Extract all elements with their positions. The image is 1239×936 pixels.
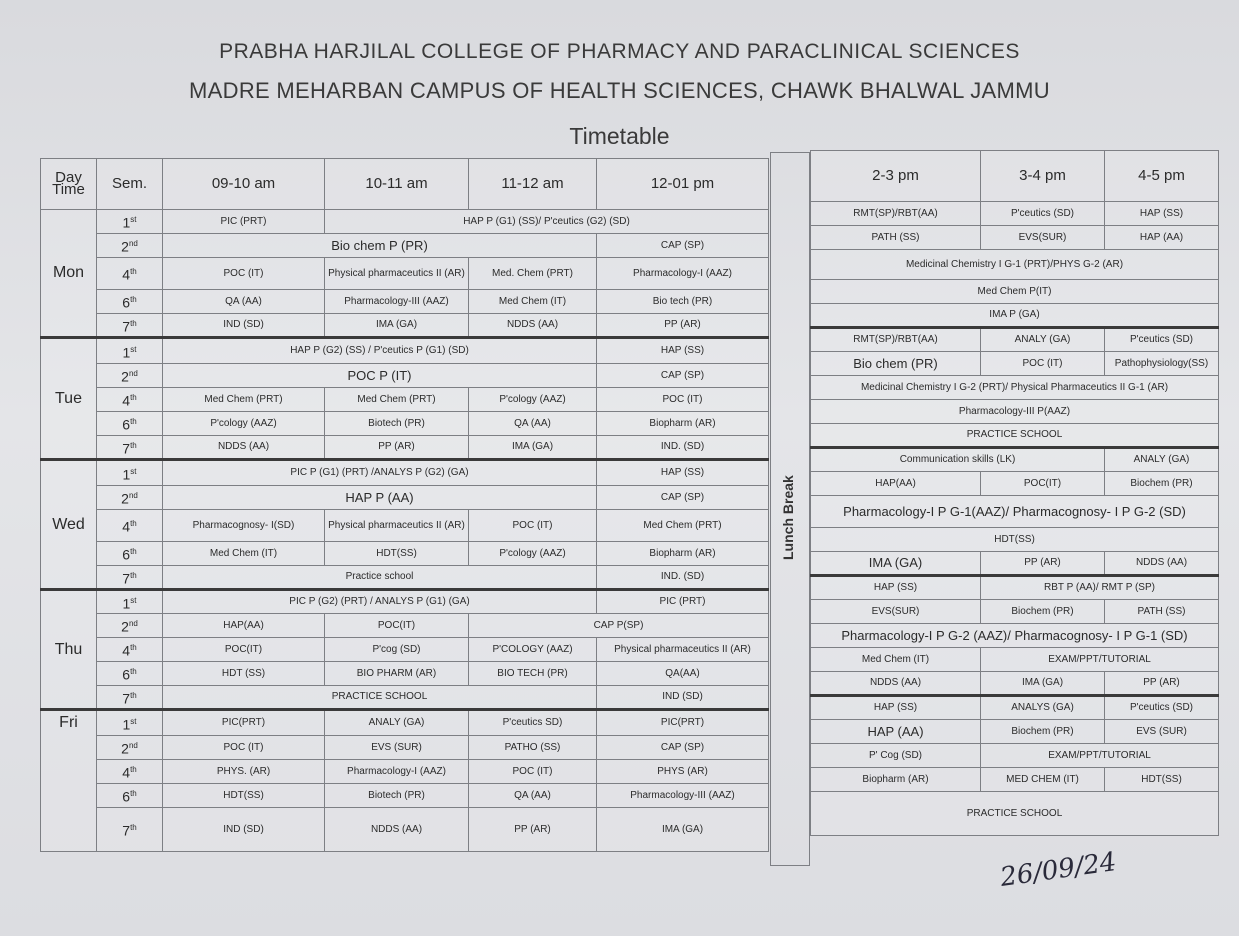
day-wed: Wed <box>41 460 97 590</box>
cell: PIC(PRT) <box>163 710 325 736</box>
sem-2: 2nd <box>97 234 163 258</box>
sem-7: 7th <box>97 808 163 852</box>
cell: QA(AA) <box>597 662 769 686</box>
cell: EVS(SUR) <box>811 600 981 624</box>
cell: Bio chem (PR) <box>811 352 981 376</box>
cell: CAP (SP) <box>597 364 769 388</box>
cell: Pharmacology-III (AAZ) <box>325 290 469 314</box>
cell: P'ceutics (SD) <box>1105 328 1219 352</box>
cell: Communication skills (LK) <box>811 448 1105 472</box>
cell: Biopharm (AR) <box>597 412 769 436</box>
day-mon: Mon <box>41 210 97 338</box>
cell: PHYS (AR) <box>597 760 769 784</box>
cell: HAP (SS) <box>597 338 769 364</box>
cell: ANALY (GA) <box>325 710 469 736</box>
cell: Med Chem (PRT) <box>163 388 325 412</box>
cell: POC (IT) <box>163 258 325 290</box>
cell: PP (AR) <box>981 552 1105 576</box>
sem-6: 6th <box>97 784 163 808</box>
cell: Pharmacognosy- I(SD) <box>163 510 325 542</box>
cell: QA (AA) <box>469 412 597 436</box>
cell: POC(IT) <box>325 614 469 638</box>
cell: IMA (GA) <box>597 808 769 852</box>
cell: POC (IT) <box>981 352 1105 376</box>
cell: HDT(SS) <box>325 542 469 566</box>
cell: HAP P (G2) (SS) / P'ceutics P (G1) (SD) <box>163 338 597 364</box>
cell: QA (AA) <box>469 784 597 808</box>
cell: HDT(SS) <box>1105 768 1219 792</box>
sem-4: 4th <box>97 258 163 290</box>
cell: P'cology (AAZ) <box>469 388 597 412</box>
cell: RMT(SP)/RBT(AA) <box>811 202 981 226</box>
cell: HAP (AA) <box>1105 226 1219 250</box>
sem-1: 1st <box>97 590 163 614</box>
cell: HAP (SS) <box>811 696 981 720</box>
sem-1: 1st <box>97 460 163 486</box>
cell: IND (SD) <box>163 808 325 852</box>
cell: P'cology (AAZ) <box>469 542 597 566</box>
cell: PATHO (SS) <box>469 736 597 760</box>
header-3-4: 3-4 pm <box>981 151 1105 202</box>
sem-4: 4th <box>97 638 163 662</box>
cell: PIC (PRT) <box>597 590 769 614</box>
cell: Physical pharmaceutics II (AR) <box>597 638 769 662</box>
cell: EXAM/PPT/TUTORIAL <box>981 648 1219 672</box>
cell: IMA (GA) <box>469 436 597 460</box>
cell: Biochem (PR) <box>981 600 1105 624</box>
cell: HDT(SS) <box>163 784 325 808</box>
lunch-break-label: Lunch Break <box>780 475 796 560</box>
cell: Biopharm (AR) <box>597 542 769 566</box>
header-4-5: 4-5 pm <box>1105 151 1219 202</box>
cell: P'cology (AAZ) <box>163 412 325 436</box>
cell: HDT (SS) <box>163 662 325 686</box>
header-2-3: 2-3 pm <box>811 151 981 202</box>
cell: EVS (SUR) <box>325 736 469 760</box>
cell: PP (AR) <box>325 436 469 460</box>
cell: CAP (SP) <box>597 486 769 510</box>
cell: HAP (SS) <box>597 460 769 486</box>
cell: PIC P (G2) (PRT) / ANALYS P (G1) (GA) <box>163 590 597 614</box>
cell: P' Cog (SD) <box>811 744 981 768</box>
cell: Practice school <box>163 566 597 590</box>
sem-7: 7th <box>97 686 163 710</box>
cell: PRACTICE SCHOOL <box>163 686 597 710</box>
cell: ANALY (GA) <box>981 328 1105 352</box>
cell: HAP P (G1) (SS)/ P'ceutics (G2) (SD) <box>325 210 769 234</box>
cell: Pathophysiology(SS) <box>1105 352 1219 376</box>
sem-4: 4th <box>97 388 163 412</box>
cell: EXAM/PPT/TUTORIAL <box>981 744 1219 768</box>
cell: Medicinal Chemistry I G-2 (PRT)/ Physical Pharmaceutics II G-1 (AR) <box>811 376 1219 400</box>
cell: IMA (GA) <box>981 672 1105 696</box>
cell: PP (AR) <box>469 808 597 852</box>
cell: NDDS (AA) <box>1105 552 1219 576</box>
cell: POC(IT) <box>981 472 1105 496</box>
page-title: Timetable <box>569 123 670 149</box>
cell: MED CHEM (IT) <box>981 768 1105 792</box>
cell: IND. (SD) <box>597 566 769 590</box>
cell: NDDS (AA) <box>163 436 325 460</box>
cell: Med Chem (PRT) <box>597 510 769 542</box>
cell: BIO PHARM (AR) <box>325 662 469 686</box>
cell: CAP P(SP) <box>469 614 769 638</box>
cell: Medicinal Chemistry I G-1 (PRT)/PHYS G-2 (AR) <box>811 250 1219 280</box>
cell: Physical pharmaceutics II (AR) <box>325 258 469 290</box>
cell: QA (AA) <box>163 290 325 314</box>
campus-name: MADRE MEHARBAN CAMPUS OF HEALTH SCIENCES, CHAWK BHALWAL JAMMU <box>189 78 1050 103</box>
cell: PIC (PRT) <box>163 210 325 234</box>
header-day-time: Day Time <box>41 159 97 210</box>
cell: Biotech (PR) <box>325 784 469 808</box>
day-fri: Fri <box>41 710 97 852</box>
cell: ANALYS (GA) <box>981 696 1105 720</box>
day-thu: Thu <box>41 590 97 710</box>
cell: BIO TECH (PR) <box>469 662 597 686</box>
cell: PP (AR) <box>1105 672 1219 696</box>
cell: IND (SD) <box>597 686 769 710</box>
cell: P'ceutics (SD) <box>1105 696 1219 720</box>
signature-date: 26/09/24 <box>998 847 1119 893</box>
cell: POC (IT) <box>469 510 597 542</box>
sem-2: 2nd <box>97 486 163 510</box>
cell: P'COLOGY (AAZ) <box>469 638 597 662</box>
header-sem: Sem. <box>97 159 163 210</box>
sem-4: 4th <box>97 760 163 784</box>
sem-6: 6th <box>97 290 163 314</box>
cell: HAP (AA) <box>811 720 981 744</box>
cell: Biochem (PR) <box>981 720 1105 744</box>
afternoon-timetable <box>810 150 1219 836</box>
header-09-10: 09-10 am <box>163 159 325 210</box>
sem-7: 7th <box>97 314 163 338</box>
cell: CAP (SP) <box>597 736 769 760</box>
cell: EVS (SUR) <box>1105 720 1219 744</box>
cell: PRACTICE SCHOOL <box>811 424 1219 448</box>
sem-2: 2nd <box>97 736 163 760</box>
sem-2: 2nd <box>97 614 163 638</box>
cell: Physical pharmaceutics II (AR) <box>325 510 469 542</box>
cell: P'ceutics (SD) <box>981 202 1105 226</box>
cell: NDDS (AA) <box>811 672 981 696</box>
sem-1: 1st <box>97 710 163 736</box>
cell: Med Chem (PRT) <box>325 388 469 412</box>
sem-7: 7th <box>97 566 163 590</box>
cell: RMT(SP)/RBT(AA) <box>811 328 981 352</box>
cell: HAP(AA) <box>163 614 325 638</box>
sem-4: 4th <box>97 510 163 542</box>
cell: PATH (SS) <box>1105 600 1219 624</box>
cell: PHYS. (AR) <box>163 760 325 784</box>
header-12-01: 12-01 pm <box>597 159 769 210</box>
cell: NDDS (AA) <box>469 314 597 338</box>
sem-6: 6th <box>97 662 163 686</box>
cell: Med Chem (IT) <box>469 290 597 314</box>
cell: NDDS (AA) <box>325 808 469 852</box>
cell: POC (IT) <box>597 388 769 412</box>
cell: Pharmacology-I P G-1(AAZ)/ Pharmacognosy- I P G-2 (SD) <box>811 496 1219 528</box>
cell: PATH (SS) <box>811 226 981 250</box>
cell: Med Chem P(IT) <box>811 280 1219 304</box>
cell: POC (IT) <box>163 736 325 760</box>
cell: Med Chem (IT) <box>811 648 981 672</box>
cell: IND (SD) <box>163 314 325 338</box>
cell: IND. (SD) <box>597 436 769 460</box>
cell: EVS(SUR) <box>981 226 1105 250</box>
cell: Biopharm (AR) <box>811 768 981 792</box>
cell: Biochem (PR) <box>1105 472 1219 496</box>
sem-6: 6th <box>97 412 163 436</box>
cell: PIC(PRT) <box>597 710 769 736</box>
cell: Biotech (PR) <box>325 412 469 436</box>
cell: Bio chem P (PR) <box>163 234 597 258</box>
cell: PP (AR) <box>597 314 769 338</box>
header-10-11: 10-11 am <box>325 159 469 210</box>
morning-timetable <box>40 158 769 852</box>
cell: PIC P (G1) (PRT) /ANALYS P (G2) (GA) <box>163 460 597 486</box>
cell: HAP P (AA) <box>163 486 597 510</box>
cell: Pharmacology-I P G-2 (AAZ)/ Pharmacognosy- I P G-1 (SD) <box>811 624 1219 648</box>
cell: POC P (IT) <box>163 364 597 388</box>
cell: ANALY (GA) <box>1105 448 1219 472</box>
college-name: PRABHA HARJILAL COLLEGE OF PHARMACY AND PARACLINICAL SCIENCES <box>219 40 1020 63</box>
cell: IMA P (GA) <box>811 304 1219 328</box>
cell: Pharmacology-III (AAZ) <box>597 784 769 808</box>
cell: Med Chem (IT) <box>163 542 325 566</box>
cell: IMA (GA) <box>811 552 981 576</box>
cell: Pharmacology-I (AAZ) <box>597 258 769 290</box>
cell: Bio tech (PR) <box>597 290 769 314</box>
cell: POC (IT) <box>469 760 597 784</box>
sem-1: 1st <box>97 338 163 364</box>
cell: Med. Chem (PRT) <box>469 258 597 290</box>
cell: Pharmacology-I (AAZ) <box>325 760 469 784</box>
cell: PRACTICE SCHOOL <box>811 792 1219 836</box>
cell: CAP (SP) <box>597 234 769 258</box>
cell: POC(IT) <box>163 638 325 662</box>
sem-6: 6th <box>97 542 163 566</box>
cell: P'cog (SD) <box>325 638 469 662</box>
cell: HAP (SS) <box>811 576 981 600</box>
cell: P'ceutics SD) <box>469 710 597 736</box>
header-11-12: 11-12 am <box>469 159 597 210</box>
cell: HAP(AA) <box>811 472 981 496</box>
cell: RBT P (AA)/ RMT P (SP) <box>981 576 1219 600</box>
sem-7: 7th <box>97 436 163 460</box>
cell: HAP (SS) <box>1105 202 1219 226</box>
cell: IMA (GA) <box>325 314 469 338</box>
cell: HDT(SS) <box>811 528 1219 552</box>
day-tue: Tue <box>41 338 97 460</box>
sem-1: 1st <box>97 210 163 234</box>
cell: Pharmacology-III P(AAZ) <box>811 400 1219 424</box>
sem-2: 2nd <box>97 364 163 388</box>
